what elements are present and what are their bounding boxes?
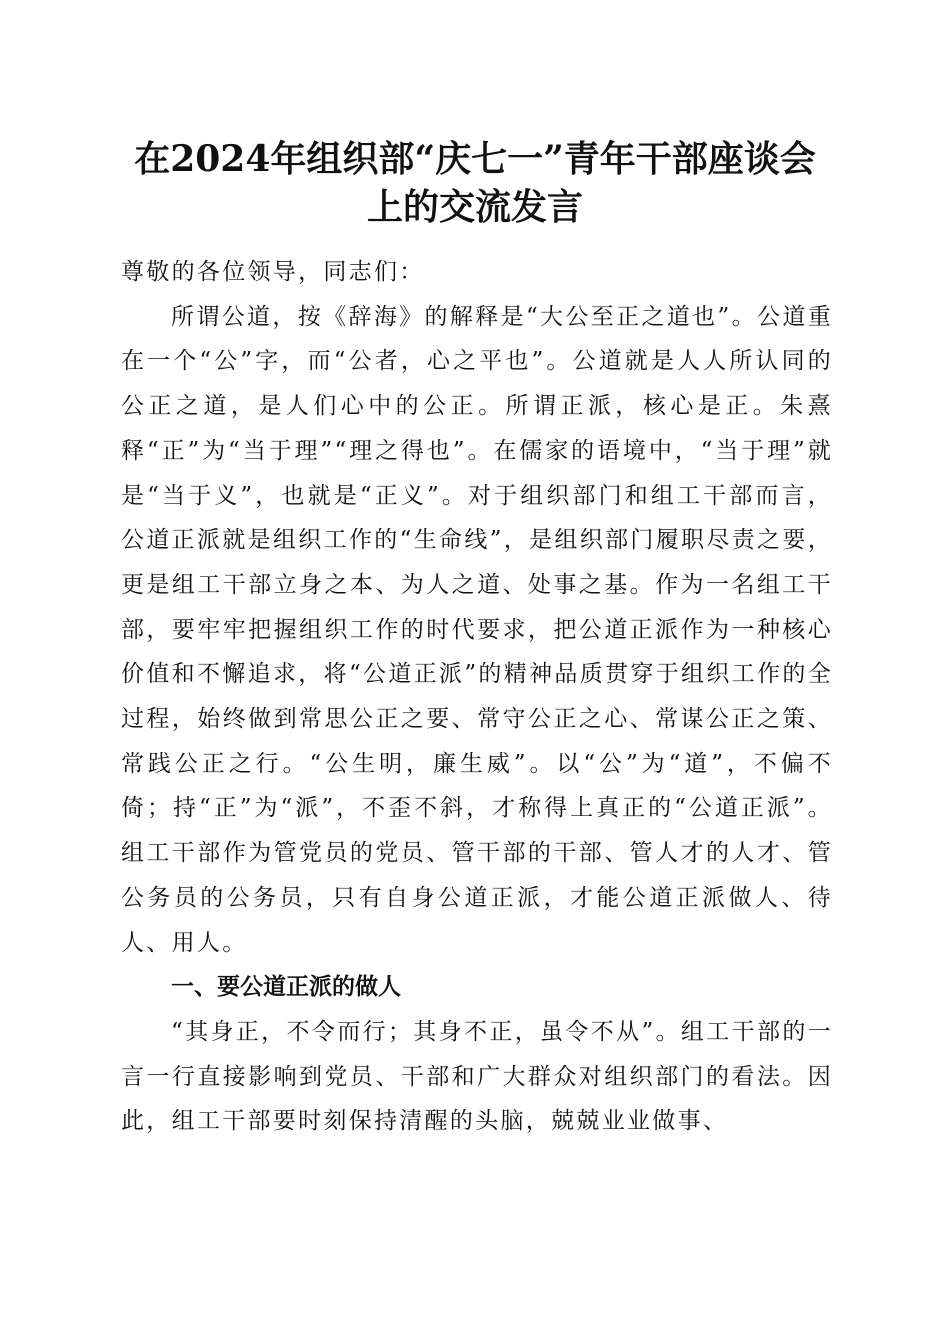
document-title-line-2: 上的交流发言 bbox=[366, 186, 583, 228]
section-heading-1: 一、要公道正派的做人 bbox=[171, 974, 401, 1001]
document-body bbox=[121, 250, 833, 1144]
salutation: 尊敬的各位领导，同志们： bbox=[121, 259, 425, 285]
document-title-line-1: 在2024年组织部“庆七一”青年干部座谈会 bbox=[134, 138, 816, 180]
paragraph-1: 所谓公道，按《辞海》的解释是“大公至正之道也”。公道重在一个“公”字，而“公者，心之平也”。公道就是人人所认同的公正之道，是人们心中的公正。所谓正派，核心是正。朱熹释“正”为“当于理”“理之得也”。在儒家的语境中，“当于理”就是“当于义”，也就是“正义”。对于组织部门和组工干部而言，公道正派就是组织工作的“生命线”，是组织部门履职尽责之要，更是组工干部立身之本、为人之道、处事之基。作为一名组工干部，要牢牢把握组织工作的时代要求，把公道正派作为一种核心价值和不懈追求，将“公道正派”的精神品质贯穿于组织工作的全过程，始终做到常思公正之要、常守公正之心、常谋公正之策、常践公正之行。“公生明，廉生威”。以“公”为“道”，不偏不倚；持“正”为“派”，不歪不斜，才称得上真正的“公道正派”。组工干部作为管党员的党员、管干部的干部、管人才的人才、管公务员的公务员，只有自身公道正派，才能公道正派做人、待人、用人。 bbox=[121, 303, 833, 956]
paragraph-2: “其身正，不令而行；其身不正，虽令不从”。组工干部的一言一行直接影响到党员、干部和广大群众对组织部门的看法。因此，组工干部要时刻保持清醒的头脑，兢兢业业做事、 bbox=[121, 1018, 833, 1135]
